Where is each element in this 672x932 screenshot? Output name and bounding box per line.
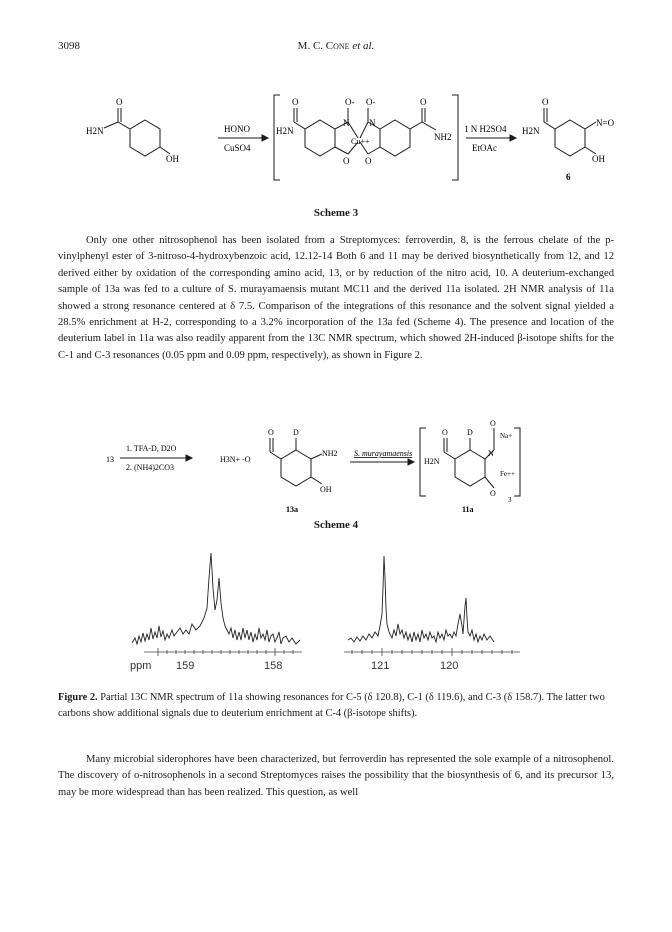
spectrum-axis-unit: ppm — [130, 660, 152, 672]
spectrum-tick-159: 159 — [176, 660, 195, 672]
scheme3-h2n: H2N — [86, 126, 104, 136]
scheme4-o-1: O — [268, 428, 274, 437]
scheme4-reagent-1: 1. TFA-D, D2O — [126, 444, 177, 453]
scheme-3-diagram — [40, 80, 640, 190]
scheme4-reagent-2: 2. (NH4)2CO3 — [126, 463, 174, 472]
scheme4-o-4: O — [490, 489, 496, 498]
scheme3-ominus-1: O- — [345, 97, 355, 107]
paragraph-2 — [58, 752, 614, 801]
scheme3-oh-1: OH — [166, 154, 179, 164]
scheme4-sub3: 3 — [508, 496, 512, 504]
scheme-4-title: Scheme 4 — [313, 519, 359, 531]
scheme3-reagent-2-top: 1 N H2SO4 — [464, 124, 507, 134]
scheme4-oh: OH — [320, 485, 332, 494]
scheme4-fe: Fe++ — [500, 470, 515, 478]
scheme4-o-2: O — [442, 428, 448, 437]
scheme3-o-4: O — [365, 156, 372, 166]
figure-2-caption-text: Partial 13C NMR spectrum of 11a showing resonances for C-5 (δ 120.8), C-1 (δ 119.6), and C-3 (δ 158.7). The latter two carbons show additional signals due to deuterium enrichment at C-4 (β-isotope shifts). — [58, 692, 605, 719]
scheme4-intermediate-label: 13a — [286, 505, 298, 514]
scheme4-d-2: D — [467, 428, 473, 437]
scheme3-reagent-2-bottom: EtOAc — [472, 143, 497, 153]
scheme3-nh2: NH2 — [434, 132, 452, 142]
scheme3-oh-2: OH — [592, 154, 605, 164]
scheme3-o-5: O — [420, 97, 427, 107]
running-title — [0, 40, 672, 52]
scheme4-n: N — [488, 449, 494, 458]
scheme3-reagent-1-bottom: CuSO4 — [224, 143, 251, 153]
spectrum-trace-right — [348, 556, 494, 642]
scheme3-h2n-2: H2N — [276, 126, 294, 136]
scheme3-o-1: O — [116, 97, 123, 107]
scheme4-na: Na+ — [500, 432, 513, 440]
scheme3-h2n-3: H2N — [522, 126, 540, 136]
scheme3-o-6: O — [542, 97, 549, 107]
scheme4-h2n: H2N — [424, 457, 440, 466]
scheme4-reagent-3: S. murayamaensis — [354, 449, 413, 458]
scheme3-no: N=O — [596, 118, 615, 128]
scheme3-o-3: O — [343, 156, 350, 166]
scheme3-product-label: 6 — [566, 172, 571, 182]
scheme3-ominus-2: O- — [366, 97, 376, 107]
spectrum-tick-121: 121 — [371, 660, 390, 672]
scheme-3-title: Scheme 3 — [313, 207, 359, 219]
scheme3-n-1: N — [343, 118, 350, 128]
scheme4-product-label: 11a — [462, 505, 474, 514]
paragraph-1 — [58, 233, 614, 364]
scheme4-start-label: 13 — [106, 455, 114, 464]
page-number: 3098 — [58, 40, 80, 52]
scheme4-nh2: NH2 — [322, 449, 338, 458]
scheme3-n-2: N — [369, 118, 376, 128]
scheme3-o-2: O — [292, 97, 299, 107]
scheme4-d-1: D — [293, 428, 299, 437]
running-title-author: M. C. Cone — [297, 40, 350, 52]
scheme-4-diagram — [90, 418, 550, 518]
figure-2-caption — [58, 690, 614, 721]
scheme4-o-3: O — [490, 419, 496, 428]
figure-2-label: Figure 2. — [58, 692, 98, 703]
nmr-spectrum — [130, 548, 540, 678]
scheme3-cu: Cu++ — [351, 137, 370, 146]
running-title-etal: et al. — [352, 40, 375, 52]
spectrum-tick-158: 158 — [264, 660, 283, 672]
paragraph-2-text: Many microbial siderophores have been characterized, but ferroverdin has represented the sole example of a nitrosophenol. The discovery of o-nitrosophenols in a second Streptomyces raises the possibility that the biosynthesis of 6, and its precursor 13, may be more widespread than has been realized. This question, as well — [58, 754, 614, 798]
scheme4-h3n: H3N+ -O — [220, 455, 251, 464]
scheme3-reagent-1-top: HONO — [224, 124, 250, 134]
spectrum-trace-left — [132, 553, 300, 644]
paragraph-1-text: Only one other nitrosophenol has been isolated from a Streptomyces: ferroverdin, 8, is the ferrous chelate of the p-vinylphenyl ester of 3-nitroso-4-hydroxybenzoic acid, 12.12-14 Both 6 and 11 may be derived biosynthetically from 12, and 12 derived either by oxidation of the corresponding amino acid, 13, or by reduction of the nitro acid, 10. A deuterium-exchanged sample of 13a was fed to a culture of S. murayamaensis mutant MC11 and the derived 11a isolated. 2H NMR analysis of 11a showed a strong resonance centered at δ 7.5. Comparison of the integrations of this resonance and the solvent signal yielded a 28.5% enrichment at H-2, corresponding to a 3.2% incorporation of the 13a fed (Scheme 4). The presence and location of the deuterium label in 11a was also readily apparent from the 13C NMR spectrum, which showed 2H-induced β-isotope shifts for the C-1 and C-3 resonances (0.05 ppm and 0.09 ppm, respectively), as shown in Figure 2. — [58, 235, 614, 361]
spectrum-tick-120: 120 — [440, 660, 459, 672]
